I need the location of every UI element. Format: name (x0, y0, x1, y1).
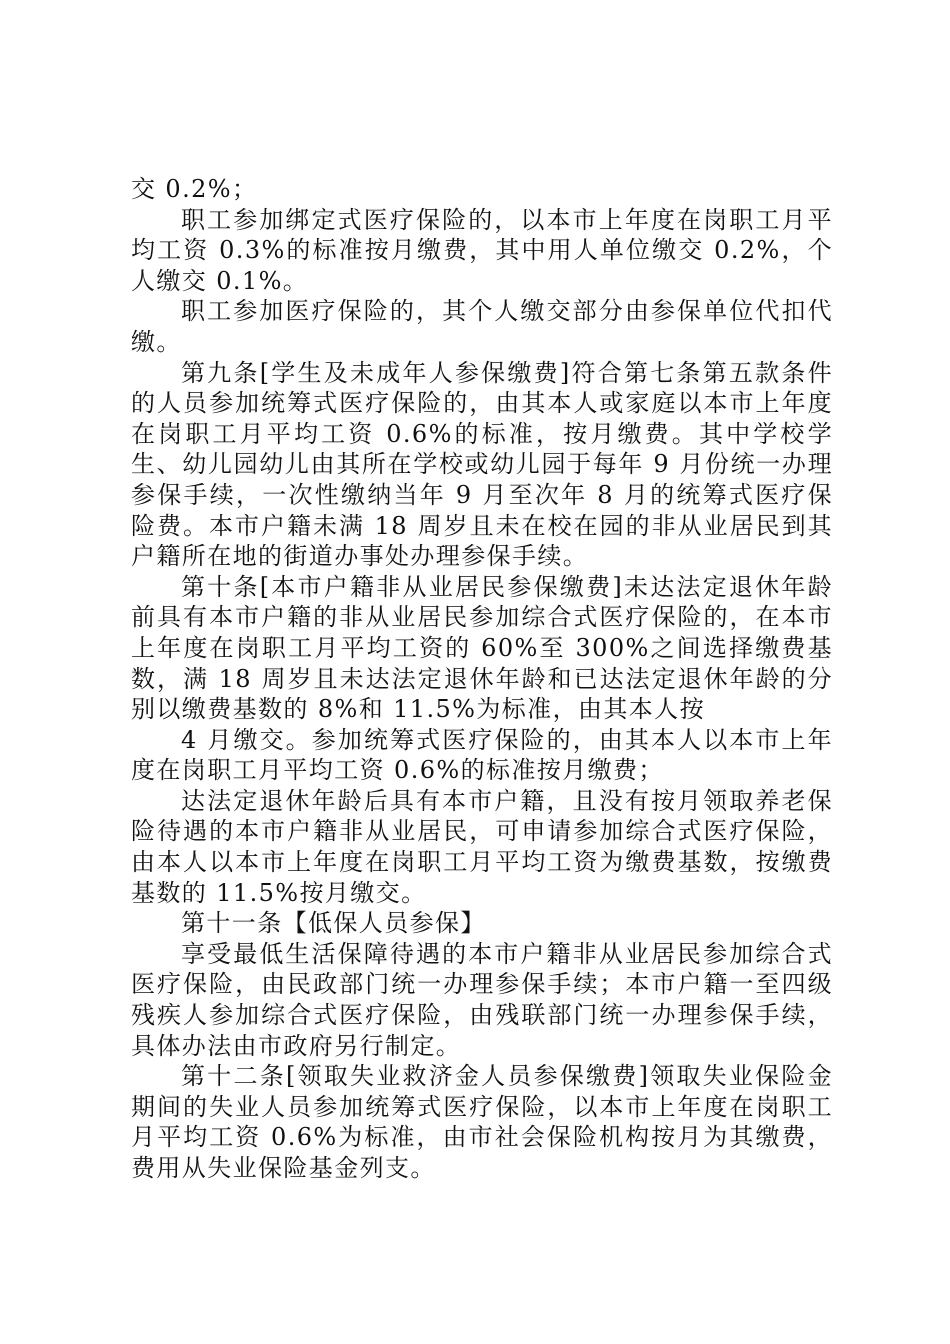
paragraph-6: 4 月缴交。参加统筹式医疗保险的，由其本人以本市上年度在岗职工月平均工资 0.6%的标准按月缴费； (131, 725, 833, 785)
paragraph-article-10: 第十条[本市户籍非从业居民参保缴费]未达法定退休年龄前具有本市户籍的非从业居民参加综合式医疗保险的，在本市上年度在岗职工月平均工资的 60%至 300%之间选择缴费基数，满 18 周岁且未达法定退休年龄和已达法定退休年龄的分别以缴费基数的 8%和 11.5%为标准，由其本人按 (131, 572, 833, 724)
paragraph-article-12: 第十二条[领取失业救济金人员参保缴费]领取失业保险金期间的失业人员参加统筹式医疗保险，以本市上年度在岗职工月平均工资 0.6%为标准，由市社会保险机构按月为其缴费，费用从失业保险基金列支。 (131, 1062, 833, 1182)
paragraph-1: 交 0.2%； (131, 175, 258, 203)
document-body (131, 174, 833, 1184)
paragraph-article-9: 第九条[学生及未成年人参保缴费]符合第七条第五款条件的人员参加统筹式医疗保险的，由其本人或家庭以本市上年度在岗职工月平均工资 0.6%的标准，按月缴费。其中学校学生、幼儿园幼儿由其所在学校或幼儿园于每年 9 月份统一办理参保手续，一次性缴纳当年 9 月至次年 8 月的统筹式医疗保险费。本市户籍未满 18 周岁且未在校在园的非从业居民到其户籍所在地的街道办事处办理参保手续。 (131, 358, 833, 571)
paragraph-9: 享受最低生活保障待遇的本市户籍非从业居民参加综合式医疗保险，由民政部门统一办理参保手续；本市户籍一至四级残疾人参加综合式医疗保险，由残联部门统一办理参保手续，具体办法由市政府另行制定。 (131, 939, 833, 1060)
paragraph-3: 职工参加医疗保险的，其个人缴交部分由参保单位代扣代缴。 (131, 297, 833, 356)
paragraph-7: 达法定退休年龄后具有本市户籍，且没有按月领取养老保险待遇的本市户籍非从业居民，可申请参加综合式医疗保险，由本人以本市上年度在岗职工月平均工资为缴费基数，按缴费基数的 11.5%按月缴交。 (131, 786, 833, 907)
heading-article-11: 第十一条【低保人员参保】 (181, 909, 486, 938)
paragraph-2: 职工参加绑定式医疗保险的，以本市上年度在岗职工月平均工资 0.3%的标准按月缴费，其中用人单位缴交 0.2%，个人缴交 0.1%。 (131, 205, 833, 295)
